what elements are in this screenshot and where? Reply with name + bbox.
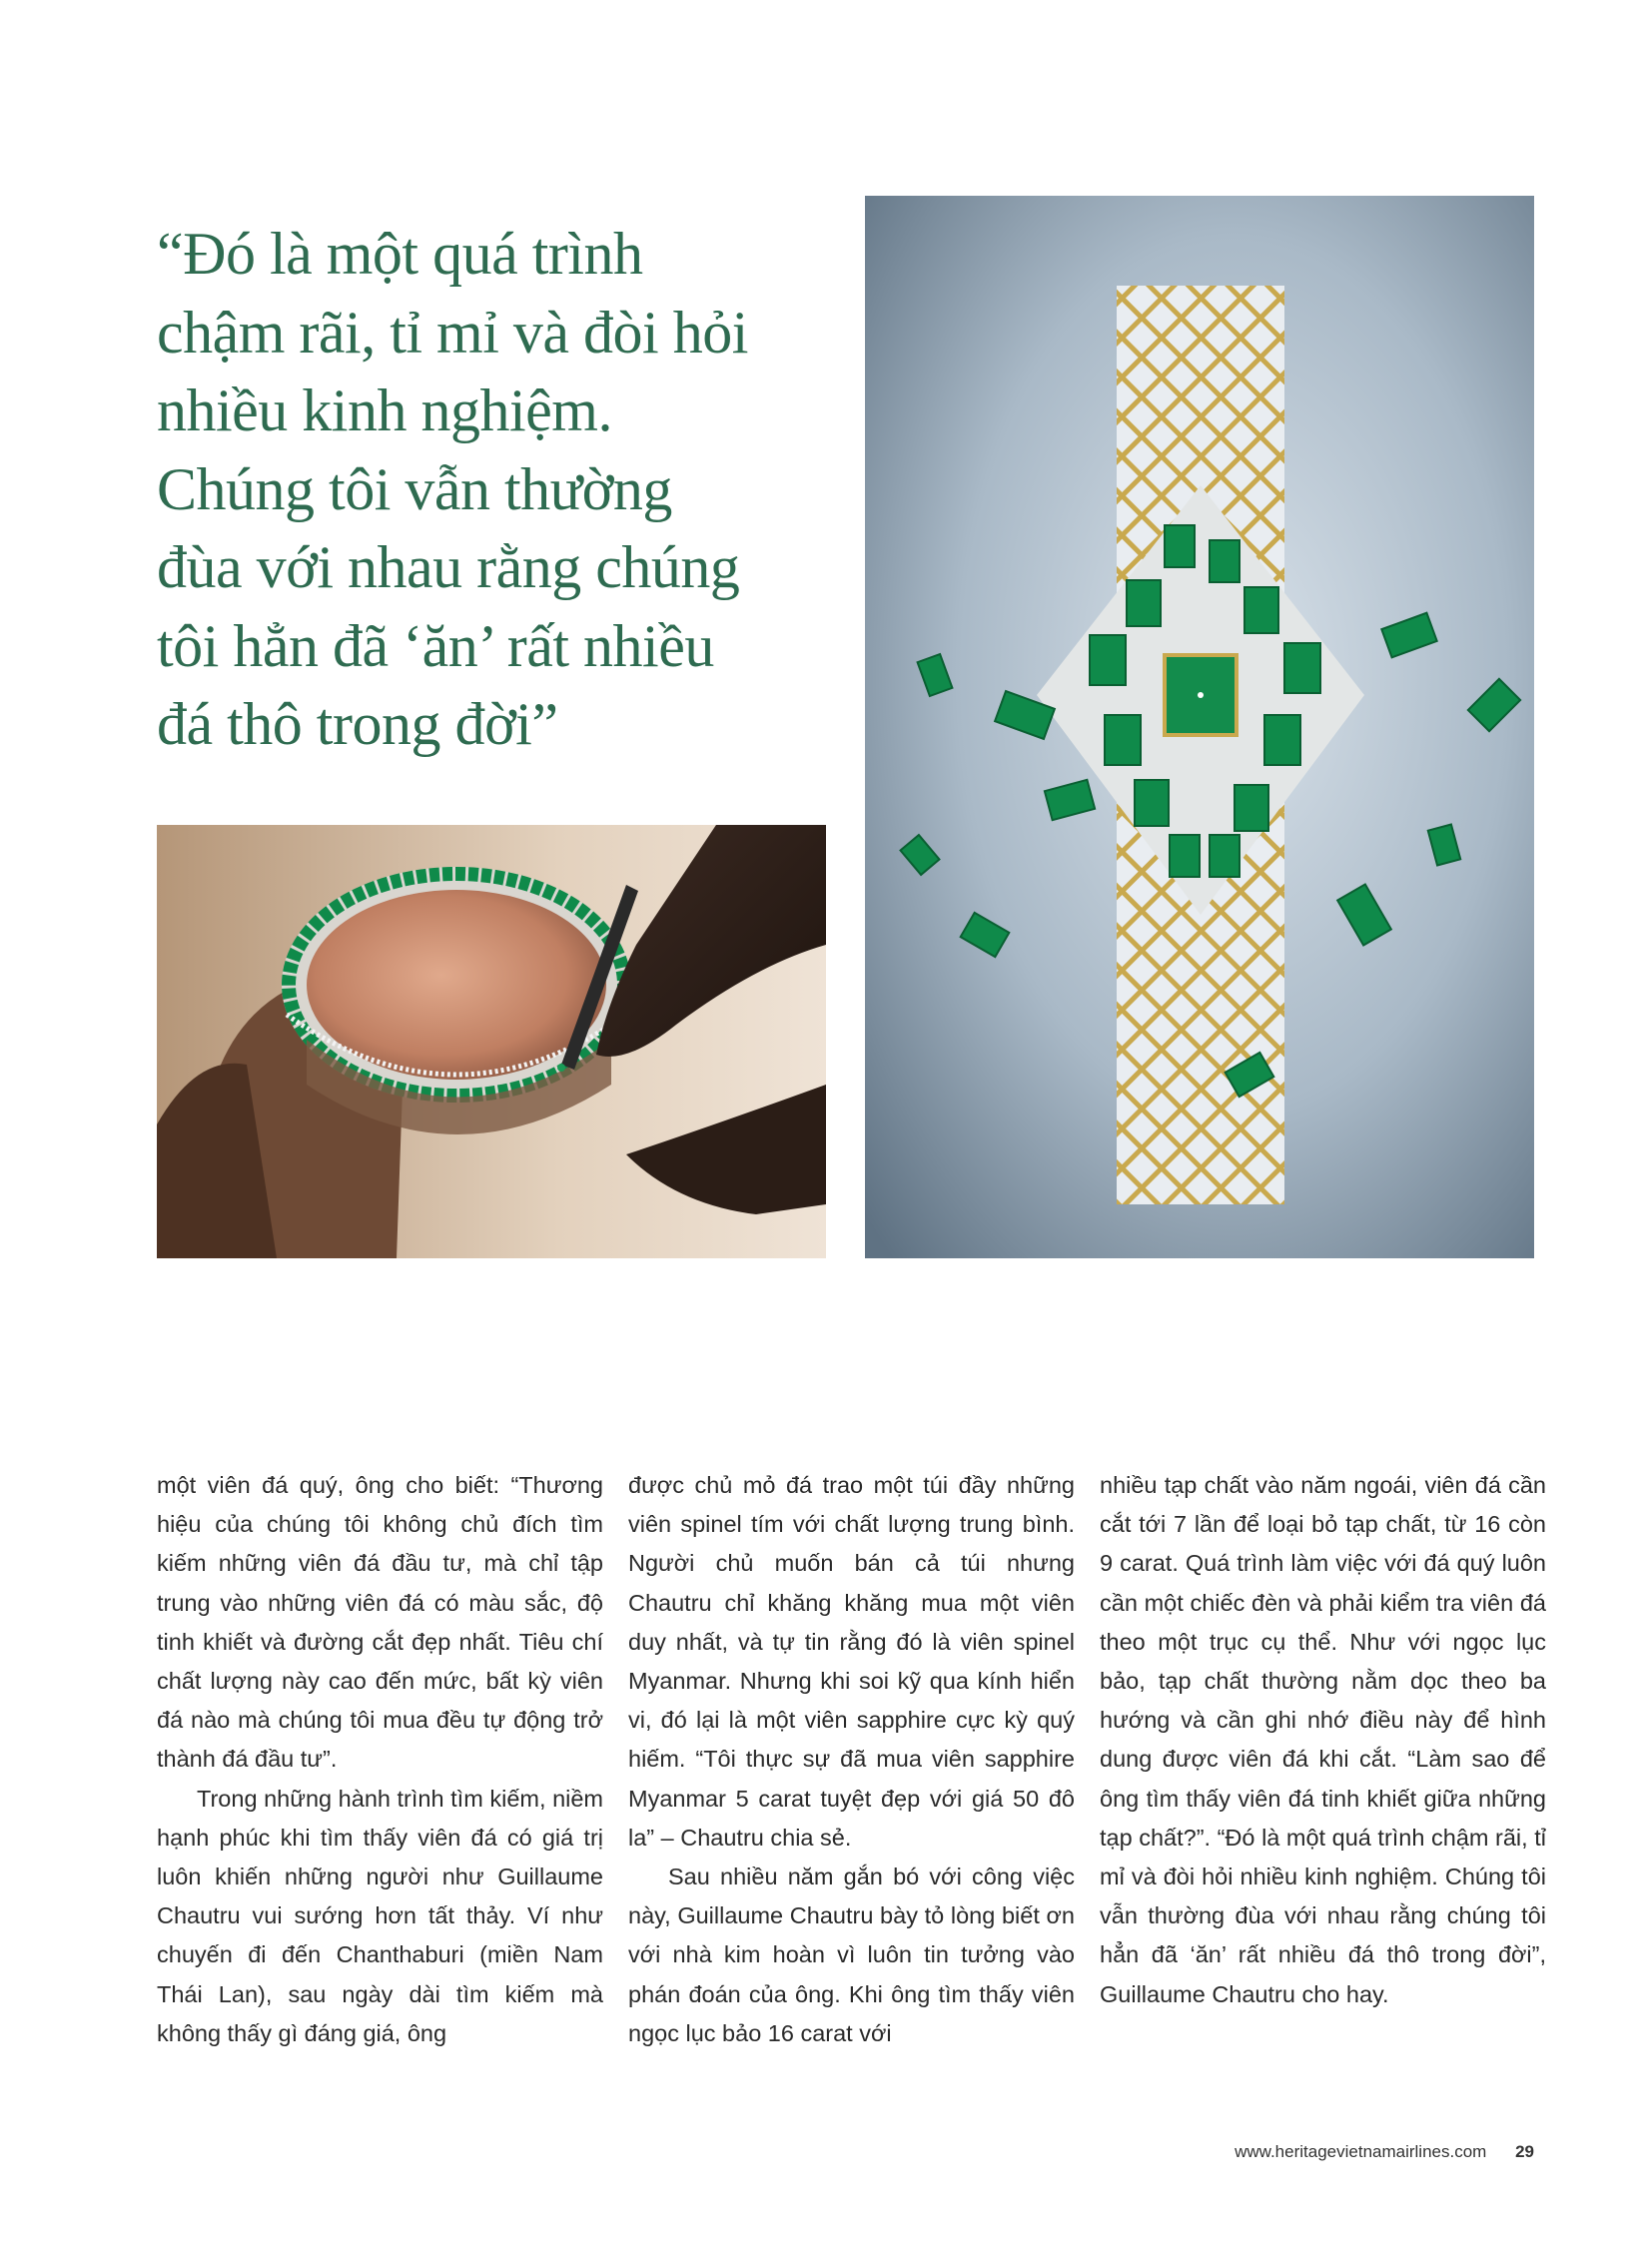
- body-column-1: [157, 1466, 603, 2053]
- paragraph: được chủ mỏ đá trao một túi đầy những viên spinel tím với chất lượng trung bình. Người chủ muốn bán cả túi nhưng Chautru chỉ khăng khăng mua một viên duy nhất, và tự tin rằng đó là viên spinel Myanmar. Nhưng khi soi kỹ qua kính hiển vi, đó lại là một viên sapphire cực kỳ quý hiếm. “Tôi thực sự đã mua viên sapphire Myanmar 5 carat tuyệt đẹp với giá 50 đô la” – Chautru chia sẻ.: [628, 1472, 1075, 1851]
- paragraph: Trong những hành trình tìm kiếm, niềm hạnh phúc khi tìm thấy viên đá có giá trị luôn khiến những người như Guillaume Chautru vui sướng hơn tất thảy. Ví như chuyến đi đến Chanthaburi (miền Nam Thái Lan), sau ngày dài tìm kiếm mà không thấy gì đáng giá, ông: [157, 1785, 603, 2046]
- paragraph: Sau nhiều năm gắn bó với công việc này, Guillaume Chautru bày tỏ lòng biết ơn với nhà kim hoàn vì luôn tin tưởng vào phán đoán của ông. Khi ông tìm thấy viên ngọc lục bảo 16 carat với: [628, 1864, 1075, 2046]
- paragraph: nhiều tạp chất vào năm ngoái, viên đá cần cắt tới 7 lần để loại bỏ tạp chất, từ 16 còn 9 carat. Quá trình làm việc với đá quý luôn cần một chiếc đèn và phải kiểm tra viên đá theo một trục cụ thể. Như với ngọc lục bảo, tạp chất thường nằm dọc theo ba hướng và cần ghi nhớ điều này để hình dung được viên đá khi cắt. “Làm sao để ông tìm thấy viên đá tinh khiết giữa những tạp chất?”. “Đó là một quá trình chậm rãi, tỉ mỉ và đòi hỏi nhiều kinh nghiệm. Chúng tôi vẫn thường đùa với nhau rằng chúng tôi hẳn đã ‘ăn’ rất nhiều đá thô trong đời”, Guillaume Chautru cho hay.: [1100, 1472, 1546, 2007]
- body-column-3: [1100, 1466, 1546, 2014]
- pull-quote: “Đó là một quá trình chậm rãi, tỉ mỉ và đòi hỏi nhiều kinh nghiệm. Chúng tôi vẫn thường đùa với nhau rằng chúng tôi hẳn đã ‘ăn’ rất nhiều đá thô trong đời”: [157, 221, 748, 757]
- page-number: 29: [1515, 2142, 1534, 2161]
- page-footer: [1235, 2142, 1534, 2162]
- paragraph: một viên đá quý, ông cho biết: “Thương hiệu của chúng tôi không chủ đích tìm kiếm những viên đá đầu tư, mà chỉ tập trung vào những viên đá có màu sắc, độ tinh khiết và đường cắt đẹp nhất. Tiêu chí chất lượng này cao đến mức, bất kỳ viên đá nào mà chúng tôi mua đều tự động trở thành đá đầu tư”.: [157, 1472, 603, 1773]
- website-url[interactable]: www.heritagevietnamairlines.com: [1235, 2142, 1487, 2161]
- body-column-2: [628, 1466, 1075, 2053]
- watch-bezel-photo: [157, 825, 826, 1258]
- emerald-watch-photo: [865, 196, 1534, 1258]
